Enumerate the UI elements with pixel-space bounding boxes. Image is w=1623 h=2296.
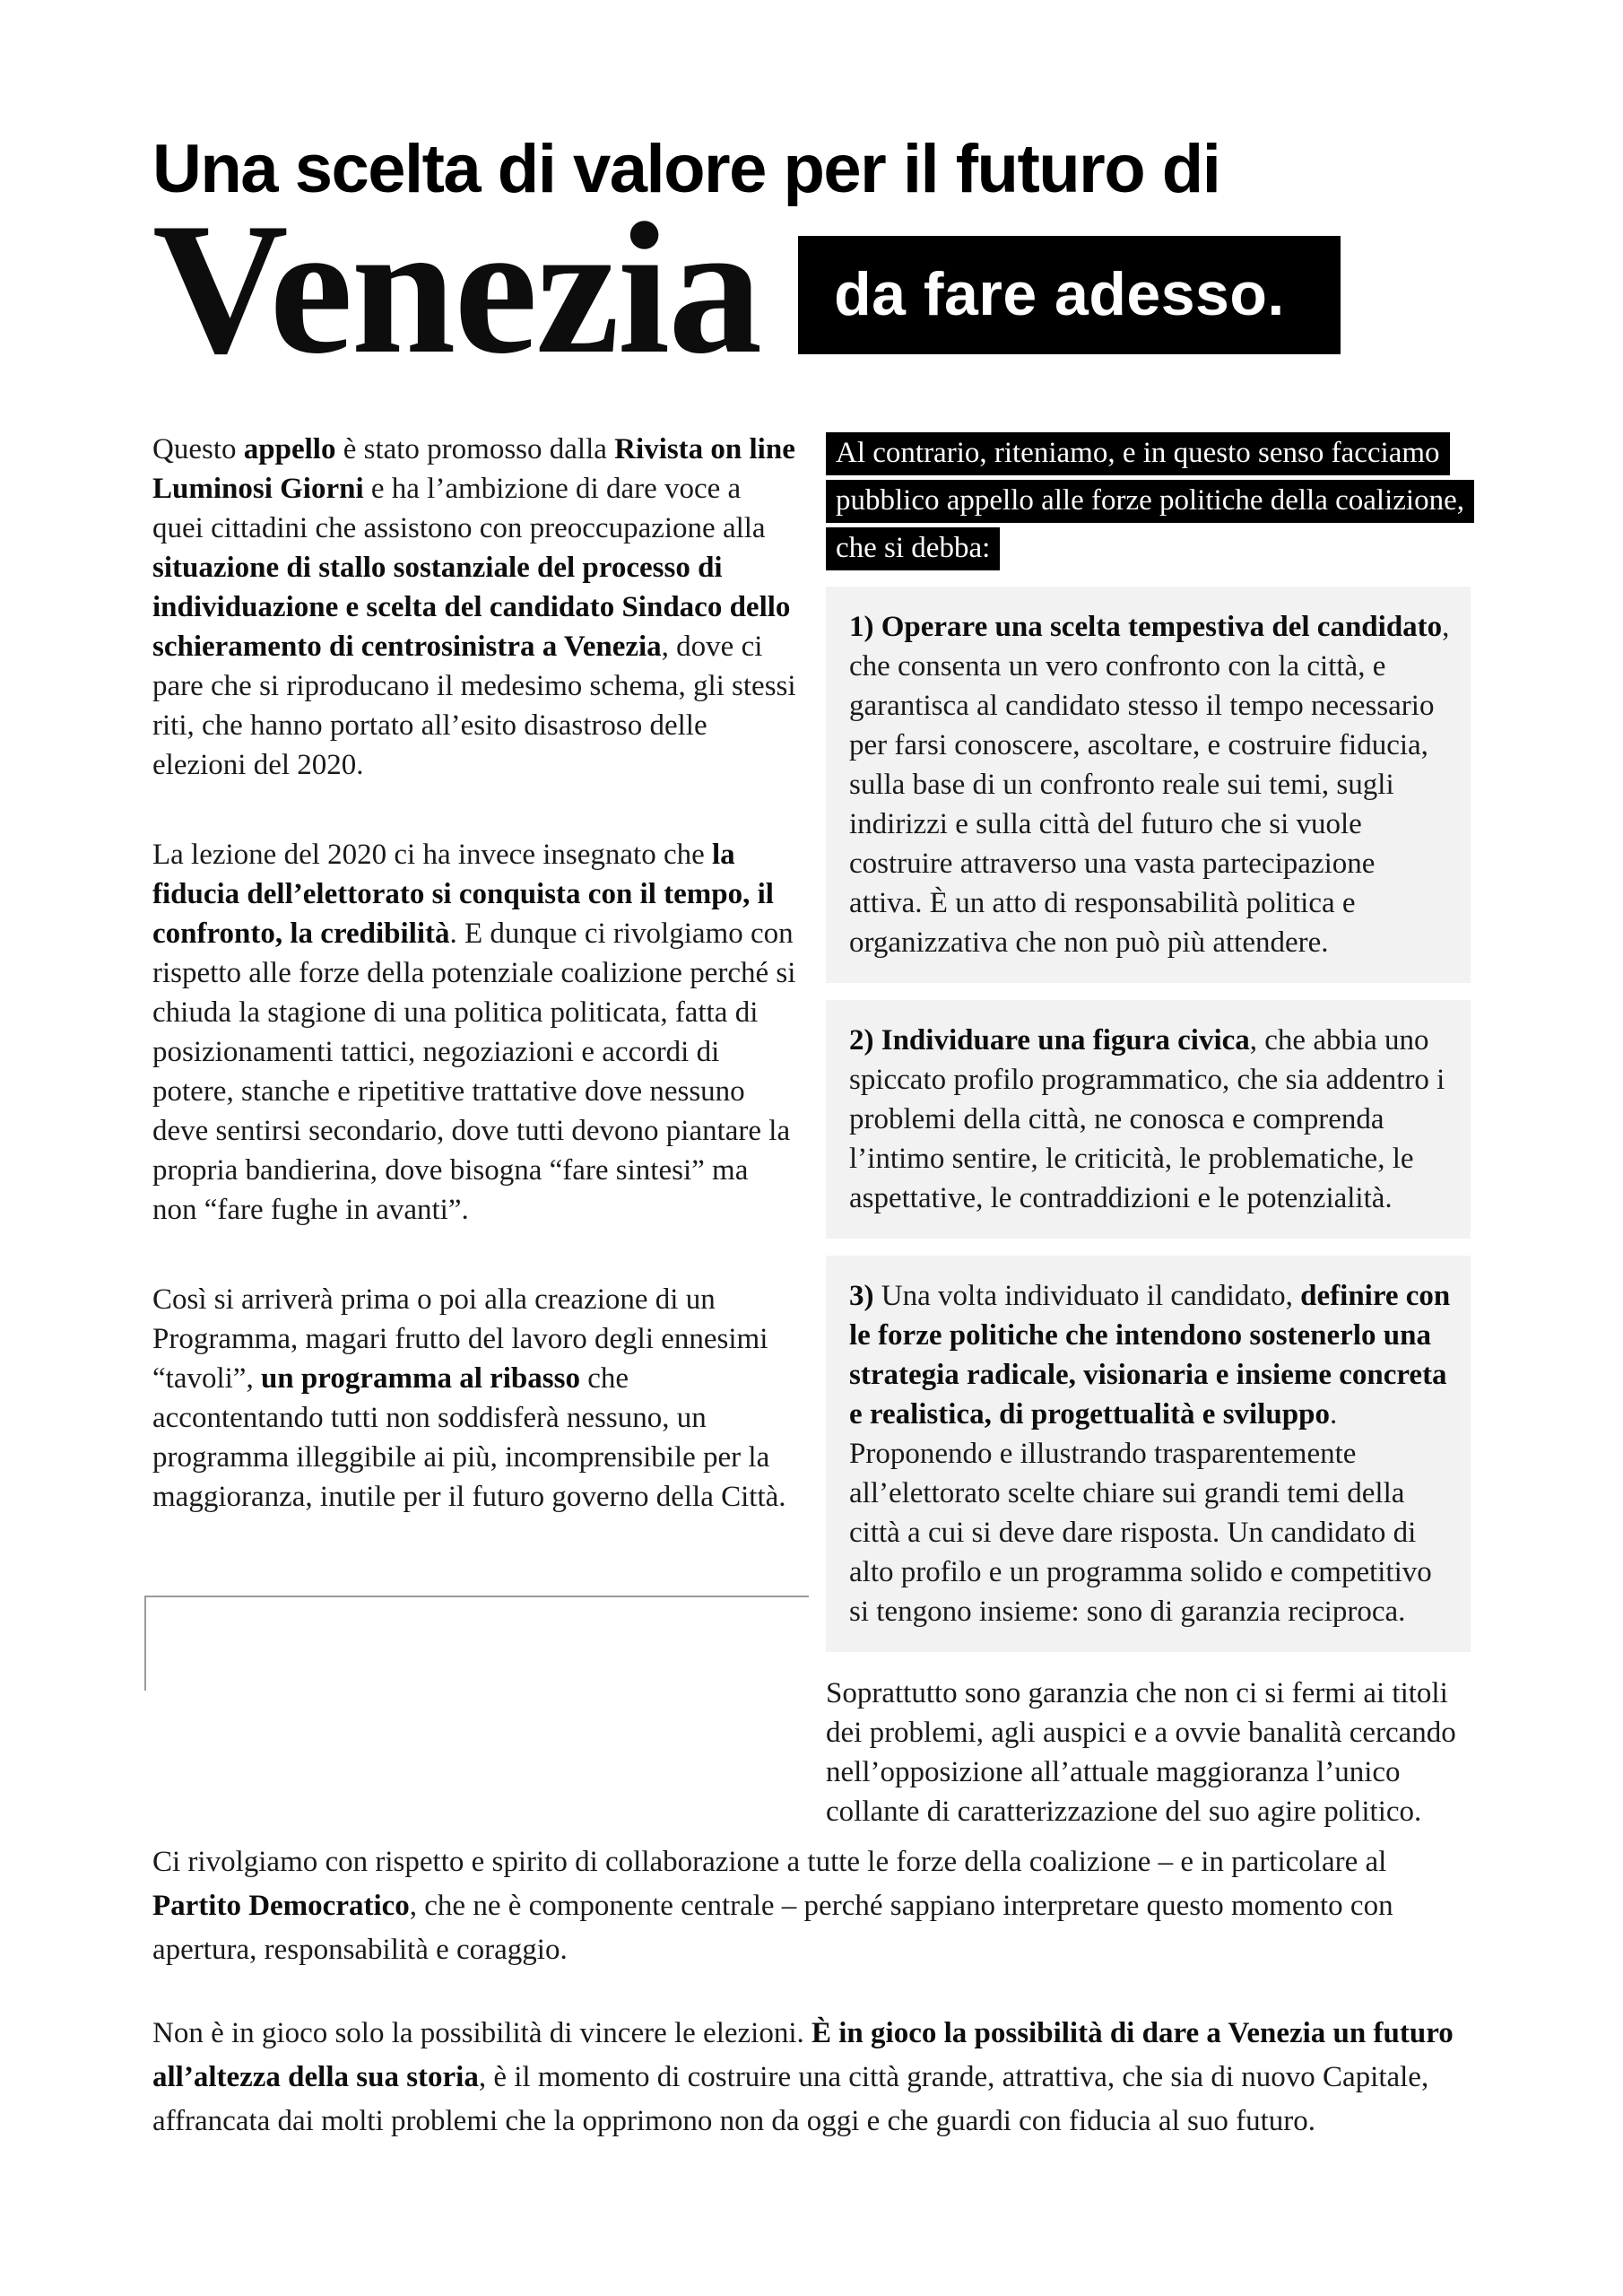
- footer-paragraph-future: Non è in gioco solo la possibilità di vincere le elezioni. È in gioco la possibilità di dare a Venezia un futuro all’altezza della sua storia, è il momento di costruire una città grande, attrattiva, che sia di nuovo Capitale, affrancata dai molti problemi che la opprimono non da oggi e che guardi con fiducia al suo futuro.: [152, 2016, 1454, 2137]
- headline-line1: Una scelta di valore per il futuro di: [152, 131, 1220, 207]
- paragraph-program-critique: Così si arriverà prima o poi alla creazione di un Programma, magari frutto del lavoro degli ennesimi “tavoli”, un programma al ribasso che accontentando tutti non soddisferà nessuno, un programma illeggibile ai più, incomprensibile per la maggioranza, inutile per il futuro governo della Città.: [152, 1283, 786, 1513]
- two-column-body: [152, 430, 1471, 1831]
- left-column: [152, 430, 797, 1831]
- footer-paragraph-coalition: Ci rivolgiamo con rispetto e spirito di collaborazione a tutte le forze della coalizione – e in particolare al Partito Democratico, che ne è componente centrale – perché sappiano interpretare questo momento con apertura, responsabilità e coraggio.: [152, 1845, 1393, 1966]
- paragraph-lesson-2020: La lezione del 2020 ci ha invece insegnato che la fiducia dell’elettorato si conquista con il tempo, il confronto, la credibilità. E dunque ci rivolgiamo con rispetto alle forze della potenziale coalizione perché si chiuda la stagione di una politica politicata, fatta di posizionamenti tattici, negoziazioni e accordi di potere, stanche e ripetitive trattative dove nessuno deve sentirsi secondario, dove tutti devono piantare la propria bandierina, dove bisogna “fare sintesi” ma non “fare fughe in avanti”.: [152, 838, 796, 1226]
- headline-row: [152, 185, 1471, 394]
- closing-paragraph: Soprattutto sono garanzia che non ci si fermi ai titoli dei problemi, agli auspici e a ovvie banalità cercando nell’opposizione all’attuale maggioranza l’unico collante di caratterizzazione del suo agire politico.: [826, 1676, 1456, 1828]
- right-column: [826, 430, 1471, 1831]
- header: [152, 131, 1471, 394]
- highlight-callout-text: Al contrario, riteniamo, e in questo senso facciamo pubblico appello alle forze politiche della coalizione, che si debba:: [826, 432, 1474, 570]
- point-1-text: 1) Operare una scelta tempestiva del candidato, che consenta un vero confronto con la città, e garantisca al candidato stesso il tempo necessario per farsi conoscere, ascoltare, e costruire fiducia, sulla base di un confronto reale sui temi, sugli indirizzi e sulla città del futuro che si vuole costruire attraverso una vasta partecipazione attiva. È un atto di responsabilità politica e organizzativa che non può più attendere.: [849, 610, 1450, 959]
- highlight-callout: [826, 430, 1471, 572]
- headline-city: Venezia: [152, 185, 761, 394]
- point-2-text: 2) Individuare una figura civica, che abbia uno spiccato profilo programmatico, che sia addentro i problemi della città, ne conosca e comprenda l’intimo sentire, le criticità, le problematiche, le aspettative, le contraddizioni e le potenzialità.: [849, 1023, 1445, 1214]
- footer: [152, 1840, 1471, 2144]
- paragraph-intro: Questo appello è stato promosso dalla Rivista on line Luminosi Giorni e ha l’ambizione di dare voce a quei cittadini che assistono con preoccupazione alla situazione di stallo sostanziale del processo di individuazione e scelta del candidato Sindaco dello schieramento di centrosinistra a Venezia, dove ci pare che si riproducano il medesimo schema, gli stessi riti, che hanno portato all’esito disastroso delle elezioni del 2020.: [152, 432, 796, 781]
- point-3-text: 3) Una volta individuato il candidato, definire con le forze politiche che intendono sostenerlo una strategia radicale, visionaria e insieme concreta e realistica, di progettualità e sviluppo. Proponendo e illustrando trasparentemente all’elettorato scelte chiare sui grandi temi della città a cui si deve dare risposta. Un candidato di alto profilo e un programma solido e competitivo si tengono insieme: sono di garanzia reciproca.: [849, 1279, 1451, 1628]
- corner-frame: [144, 1596, 809, 1691]
- numbered-point-box-2: [826, 1000, 1471, 1239]
- numbered-point-box-3: [826, 1256, 1471, 1652]
- headline-tagline-text: da fare adesso.: [834, 260, 1285, 329]
- headline-tagline-box: [798, 236, 1341, 354]
- numbered-point-box-1: [826, 587, 1471, 983]
